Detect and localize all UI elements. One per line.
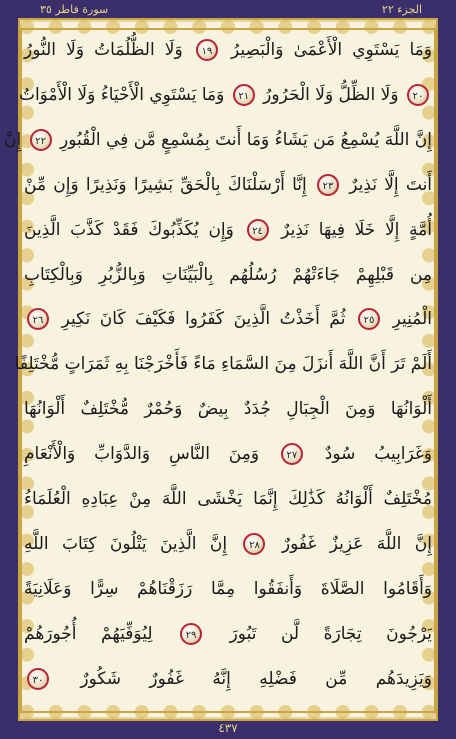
verse-text: الْمُنِيرِ: [392, 309, 433, 330]
ayah-number-marker: ٣٠: [27, 668, 49, 690]
text-line: [24, 483, 432, 515]
verse-text: وَلَا الظِّلُّ وَلَا الْحَرُورُ: [263, 84, 399, 105]
verse-text: إِنَّا أَرْسَلْنَاكَ بِالْحَقِّ بَشِيرًا وَنَذِيرًا وَإِن مِّنْ: [24, 174, 307, 195]
verse-text: وَغَرَابِيبُ سُودٌ: [324, 444, 433, 465]
verse-text: وَإِن يُكَذِّبُوكَ فَقَدْ كَذَّبَ الَّذِينَ: [24, 219, 234, 240]
verse-text: وَمِنَ النَّاسِ وَالدَّوَابِّ وَالْأَنْعَامِ: [24, 444, 260, 465]
text-line: [24, 259, 432, 291]
ayah-number-marker: ٢٠: [407, 84, 429, 106]
verse-text: وَيَزِيدَهُم مِّن فَضْلِهِ إِنَّهُ غَفُورٌ شَكُورٌ: [80, 668, 432, 689]
verse-text: أَنتَ إِلَّا نَذِيرٌ: [349, 174, 433, 195]
verse-text: وَأَقَامُوا الصَّلَاةَ وَأَنفَقُوا مِمَّا رَزَقْنَاهُمْ سِرًّا وَعَلَانِيَةً: [24, 578, 432, 599]
surah-label: سورة فاطر ٣٥: [40, 3, 109, 16]
verse-text: أُمَّةٍ إِلَّا خَلَا فِيهَا نَذِيرٌ: [281, 219, 433, 240]
text-line: [24, 573, 432, 605]
verse-text: وَلَا الظُّلُمَاتُ وَلَا النُّورُ: [24, 40, 183, 60]
text-line: [24, 34, 432, 66]
ayah-number-marker: ٢٢: [30, 129, 52, 151]
verse-text: يَرْجُونَ تِجَارَةً لَّن تَبُورَ: [229, 623, 433, 644]
ayah-number-marker: ١٩: [196, 39, 218, 61]
verse-text: إِنَّ اللَّهَ عَزِيزٌ غَفُورٌ: [281, 533, 432, 554]
text-line: [24, 393, 432, 425]
text-line: [18, 79, 432, 111]
verse-text: إِنَّ اللَّهَ يُسْمِعُ مَن يَشَاءُ وَمَا أَنتَ بِمُسْمِعٍ مَّن فِي الْقُبُورِ: [60, 129, 432, 150]
text-line: [14, 348, 432, 380]
text-line: [24, 303, 432, 335]
verse-text: أَلْوَانُهَا وَمِنَ الْجِبَالِ جُدَدٌ بِيضٌ وَحُمْرٌ مُّخْتَلِفٌ أَلْوَانُهَا: [24, 399, 432, 420]
text-line: [24, 169, 432, 201]
ayah-number-marker: ٢٦: [27, 308, 49, 330]
ayah-number-marker: ٢٤: [247, 219, 269, 241]
ayah-number-marker: ٢٩: [180, 623, 202, 645]
verse-text: وَمَا يَسْتَوِي الْأَعْمَىٰ وَالْبَصِيرُ: [230, 40, 432, 60]
verse-text: إِنْ: [3, 129, 22, 150]
verse-text: ثُمَّ أَخَذْتُ الَّذِينَ كَفَرُوا فَكَيْفَ كَانَ نَكِيرِ: [61, 309, 346, 330]
text-line: [24, 214, 432, 246]
verse-text: مِن قَبْلِهِمْ جَاءَتْهُمْ رُسُلُهُم بِالْبَيِّنَاتِ وَبِالزُّبُرِ وَبِالْكِتَابِ: [24, 264, 432, 285]
text-line: [24, 528, 432, 560]
ayah-number-marker: ٢١: [233, 84, 255, 106]
ayah-number-marker: ٢٧: [281, 443, 303, 465]
text-line: [24, 438, 432, 470]
verse-text: أَلَمْ تَرَ أَنَّ اللَّهَ أَنزَلَ مِنَ السَّمَاءِ مَاءً فَأَخْرَجْنَا بِهِ ثَمَرَاتٍ مُّخْتَلِفًا: [14, 354, 432, 375]
page-header: [0, 0, 456, 20]
page-number: ٤٣٧: [218, 721, 238, 735]
quran-text: [3, 34, 433, 707]
ayah-number-marker: ٢٨: [243, 533, 265, 555]
verse-text: إِنَّ الَّذِينَ يَتْلُونَ كِتَابَ اللَّهِ: [24, 533, 228, 554]
verse-text: لِيُوَفِّيَهُمْ أُجُورَهُمْ: [24, 623, 153, 644]
text-line: [24, 618, 432, 650]
ayah-number-marker: ٢٣: [317, 174, 339, 196]
verse-text: وَمَا يَسْتَوِي الْأَحْيَاءُ وَلَا الْأَمْوَاتُ: [18, 84, 225, 105]
juz-label: الجزء ٢٢: [381, 3, 422, 16]
verse-text: مُخْتَلِفٌ أَلْوَانُهُ كَذَٰلِكَ إِنَّمَا يَخْشَى اللَّهَ مِنْ عِبَادِهِ الْعُلَمَاءُ: [24, 489, 432, 509]
text-line: [24, 663, 432, 695]
ayah-number-marker: ٢٥: [358, 308, 380, 330]
text-line: [3, 124, 432, 156]
